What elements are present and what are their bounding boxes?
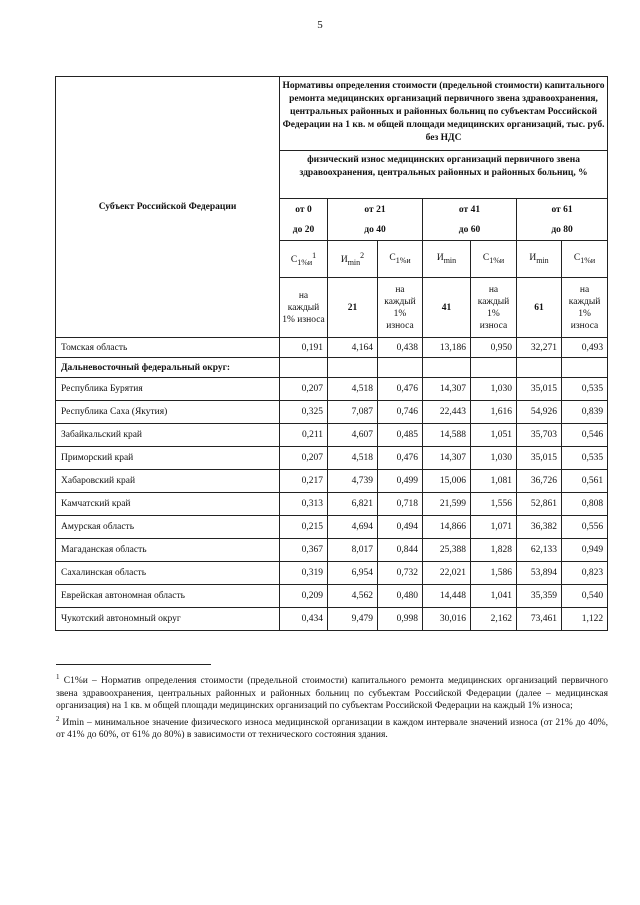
cell: 1,556 <box>471 493 517 516</box>
cell: 15,006 <box>423 470 471 493</box>
symbol-c: $C_{1\%и}$ <box>378 241 423 278</box>
cell: 0,325 <box>280 401 328 424</box>
symbol-imin: $И_{min}$ <box>423 241 471 278</box>
cell: 14,307 <box>423 447 471 470</box>
district-row <box>56 358 608 378</box>
row-name: Чукотский автономный округ <box>56 608 280 631</box>
cell: 0,215 <box>280 516 328 539</box>
row-name: Приморский край <box>56 447 280 470</box>
subject-header: Субъект Российской Федерации <box>56 77 280 338</box>
cell: 52,861 <box>517 493 562 516</box>
cell: 0,476 <box>378 378 423 401</box>
cell: 4,739 <box>328 470 378 493</box>
cell: 54,926 <box>517 401 562 424</box>
cell: 0,998 <box>378 608 423 631</box>
cell: 4,518 <box>328 447 378 470</box>
norms-table <box>55 76 608 631</box>
table-row <box>56 470 608 493</box>
cell: 2,162 <box>471 608 517 631</box>
row-name: Хабаровский край <box>56 470 280 493</box>
cell: 0,438 <box>378 338 423 358</box>
cell: 14,307 <box>423 378 471 401</box>
table-row <box>56 424 608 447</box>
symbol-imin: $И_{min}^2$ <box>328 241 378 278</box>
cell: 1,828 <box>471 539 517 562</box>
cell: 1,030 <box>471 378 517 401</box>
table-row <box>56 493 608 516</box>
cell: 8,017 <box>328 539 378 562</box>
cell: 0,746 <box>378 401 423 424</box>
footnote-divider <box>56 664 211 665</box>
cell: 0,434 <box>280 608 328 631</box>
cell: 1,122 <box>562 608 608 631</box>
cell: 13,186 <box>423 338 471 358</box>
cell: 30,016 <box>423 608 471 631</box>
cell: 0,808 <box>562 493 608 516</box>
cell: 0,732 <box>378 562 423 585</box>
row-name: Камчатский край <box>56 493 280 516</box>
cell: 0,546 <box>562 424 608 447</box>
cell: 0,494 <box>378 516 423 539</box>
table-row <box>56 447 608 470</box>
cell: 35,015 <box>517 378 562 401</box>
cell: 4,562 <box>328 585 378 608</box>
table-row <box>56 539 608 562</box>
cell: 36,726 <box>517 470 562 493</box>
cell: 9,479 <box>328 608 378 631</box>
cell: 1,041 <box>471 585 517 608</box>
cell: 1,616 <box>471 401 517 424</box>
table-row <box>56 401 608 424</box>
cell: 0,493 <box>562 338 608 358</box>
row-name: Республика Бурятия <box>56 378 280 401</box>
row-name: Забайкальский край <box>56 424 280 447</box>
cell: 53,894 <box>517 562 562 585</box>
cell: 21,599 <box>423 493 471 516</box>
row-name: Томская область <box>56 338 280 358</box>
cell: 0,480 <box>378 585 423 608</box>
cell: 0,319 <box>280 562 328 585</box>
cell: 35,015 <box>517 447 562 470</box>
row-name: Амурская область <box>56 516 280 539</box>
cell: 0,191 <box>280 338 328 358</box>
row-name: Сахалинская область <box>56 562 280 585</box>
symbol-c: $C_{1\%и}$ <box>562 241 608 278</box>
cell: 1,586 <box>471 562 517 585</box>
unit-cell: на каждый 1% износа <box>562 278 608 338</box>
cell: 0,823 <box>562 562 608 585</box>
cell: 0,499 <box>378 470 423 493</box>
table-row <box>56 338 608 358</box>
row-name: Магаданская область <box>56 539 280 562</box>
range-0-20: от 0 до 20 <box>280 199 328 241</box>
cell: 14,588 <box>423 424 471 447</box>
cell: 4,607 <box>328 424 378 447</box>
footnote-2: $^2$ Иmin – минимальное значение физического износа медицинской организации в каждом интервале значений износа (от 21% до 40%, от 41% до 60%, от 61% до 80%) в зависимости от технического состояния здания. <box>56 714 608 741</box>
cell: 4,694 <box>328 516 378 539</box>
cell: 0,718 <box>378 493 423 516</box>
cell: 14,866 <box>423 516 471 539</box>
cell: 6,954 <box>328 562 378 585</box>
footnotes <box>56 671 608 742</box>
cell: 73,461 <box>517 608 562 631</box>
cell: 1,051 <box>471 424 517 447</box>
range-21-40: от 21 до 40 <box>328 199 423 241</box>
row-name: Республика Саха (Якутия) <box>56 401 280 424</box>
table-row <box>56 562 608 585</box>
cell: 1,071 <box>471 516 517 539</box>
cell: 0,209 <box>280 585 328 608</box>
cell: 0,839 <box>562 401 608 424</box>
unit-cell: на каждый 1% износа <box>378 278 423 338</box>
range-41-60: от 41 до 60 <box>423 199 517 241</box>
cell: 35,359 <box>517 585 562 608</box>
cell: 0,485 <box>378 424 423 447</box>
cell: 0,535 <box>562 447 608 470</box>
cell: 32,271 <box>517 338 562 358</box>
table-row <box>56 516 608 539</box>
table-row <box>56 585 608 608</box>
table-title: Нормативы определения стоимости (предельной стоимости) капитального ремонта медицинских организаций первичного звена здравоохранения, центральных районных и районных больниц по субъектам Российской Федерации на 1 кв. м общей площади медицинских организаций, тыс. руб. без НДС <box>280 77 608 151</box>
cell: 0,476 <box>378 447 423 470</box>
cell: 36,382 <box>517 516 562 539</box>
symbol-c1: $C_{1\%и}^1$ <box>280 241 328 278</box>
unit-cell: на каждый 1% износа <box>471 278 517 338</box>
cell: 22,021 <box>423 562 471 585</box>
row-name: Еврейская автономная область <box>56 585 280 608</box>
imin-value: 61 <box>517 278 562 338</box>
symbol-imin: $И_{min}$ <box>517 241 562 278</box>
cell: 0,211 <box>280 424 328 447</box>
cell: 0,535 <box>562 378 608 401</box>
table-row <box>56 608 608 631</box>
cell: 0,949 <box>562 539 608 562</box>
cell: 0,950 <box>471 338 517 358</box>
cell: 22,443 <box>423 401 471 424</box>
cell: 0,207 <box>280 447 328 470</box>
cell: 0,540 <box>562 585 608 608</box>
cell: 0,313 <box>280 493 328 516</box>
cell: 1,030 <box>471 447 517 470</box>
cell: 14,448 <box>423 585 471 608</box>
unit-cell: на каждый 1% износа <box>280 278 328 338</box>
wear-header: физический износ медицинских организаций первичного звена здравоохранения, центральных районных и районных больниц, % <box>280 151 608 199</box>
cell: 1,081 <box>471 470 517 493</box>
district-name: Дальневосточный федеральный округ: <box>56 358 280 378</box>
cell: 6,821 <box>328 493 378 516</box>
footnote-1: $^1$ С1%и – Норматив определения стоимости (предельной стоимости) капитального ремонта медицинских организаций первичного звена здравоохранения, центральных районных и районных больниц по субъектам Российской Федерации (далее – медицинская организация) на 1 кв. м общей площади медицинских организаций по субъектам Российской Федерации на каждый 1% износа; <box>56 673 608 712</box>
cell: 62,133 <box>517 539 562 562</box>
cell: 0,207 <box>280 378 328 401</box>
range-61-80: от 61 до 80 <box>517 199 608 241</box>
table-row <box>56 378 608 401</box>
cell: 25,388 <box>423 539 471 562</box>
cell: 4,518 <box>328 378 378 401</box>
imin-value: 41 <box>423 278 471 338</box>
cell: 0,561 <box>562 470 608 493</box>
cell: 0,217 <box>280 470 328 493</box>
symbol-c: $C_{1\%и}$ <box>471 241 517 278</box>
page-number: 5 <box>317 19 323 31</box>
cell: 0,367 <box>280 539 328 562</box>
cell: 0,556 <box>562 516 608 539</box>
cell: 0,844 <box>378 539 423 562</box>
cell: 7,087 <box>328 401 378 424</box>
imin-value: 21 <box>328 278 378 338</box>
cell: 4,164 <box>328 338 378 358</box>
cell: 35,703 <box>517 424 562 447</box>
